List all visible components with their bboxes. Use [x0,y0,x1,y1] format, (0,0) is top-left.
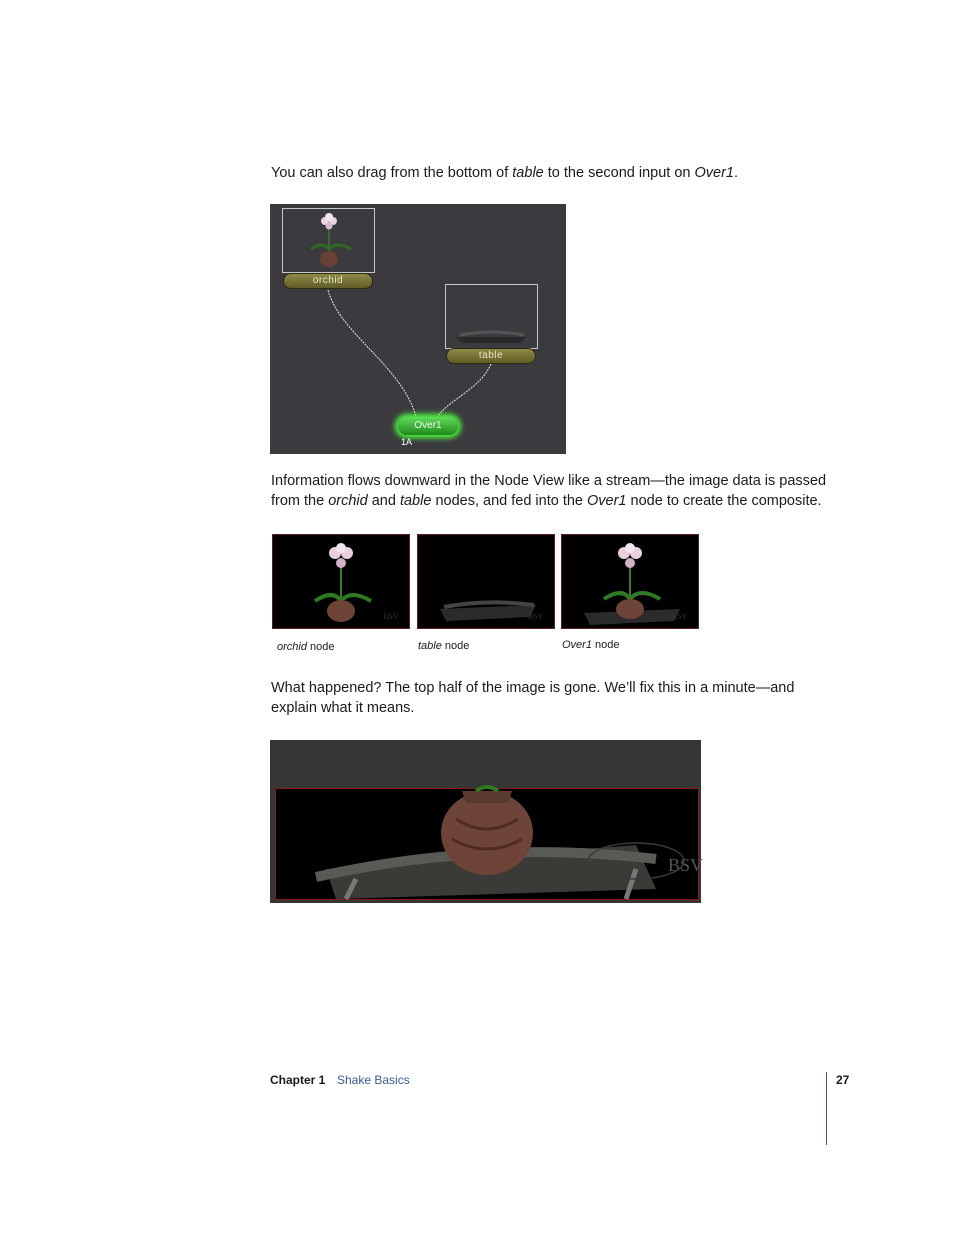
intro-paragraph: You can also drag from the bottom of table to the second input on Over1. [271,165,739,181]
table-render [418,535,554,628]
cropped-composite [276,789,704,899]
orchid-node[interactable]: orchid [283,273,373,289]
footer-chapter: Chapter 1 [270,1073,326,1087]
over-node[interactable]: Over1 [398,417,458,435]
bsv-watermark: BSV [668,855,704,875]
svg-text:BSV: BSV [672,612,688,621]
footer-chapter-title: Shake Basics [337,1073,410,1087]
result-paragraph: What happened? The top half of the image is gone. We’ll fix this in a minute—and explain what it means. [271,680,795,716]
orchid-result-image [272,534,410,629]
composite-render [562,535,698,628]
orchid-render [273,535,409,628]
svg-text:BSV: BSV [383,612,399,621]
node-view-screenshot [270,204,566,454]
orchid-image [283,209,374,272]
viewer-frame [275,788,704,900]
over-node-tag: 1A [401,437,413,447]
table-caption: table node [418,640,470,652]
page-number: 27 [836,1073,850,1087]
over-caption: Over1 node [562,639,620,651]
flow-paragraph: Information flows downward in the Node View like a stream—the image data is passed from the orchid and table nodes, and fed into the Over1 node to create the composite. [271,473,827,509]
table-node[interactable]: table [446,348,536,364]
orchid-thumbnail[interactable] [282,208,375,273]
svg-text:BSV: BSV [528,612,544,621]
viewer-screenshot [270,740,704,903]
table-result-image [417,534,555,629]
table-image [446,285,537,348]
table-thumbnail[interactable] [445,284,538,349]
footer-divider [826,1072,827,1145]
orchid-caption: orchid node [277,641,335,653]
over-result-image [561,534,699,629]
